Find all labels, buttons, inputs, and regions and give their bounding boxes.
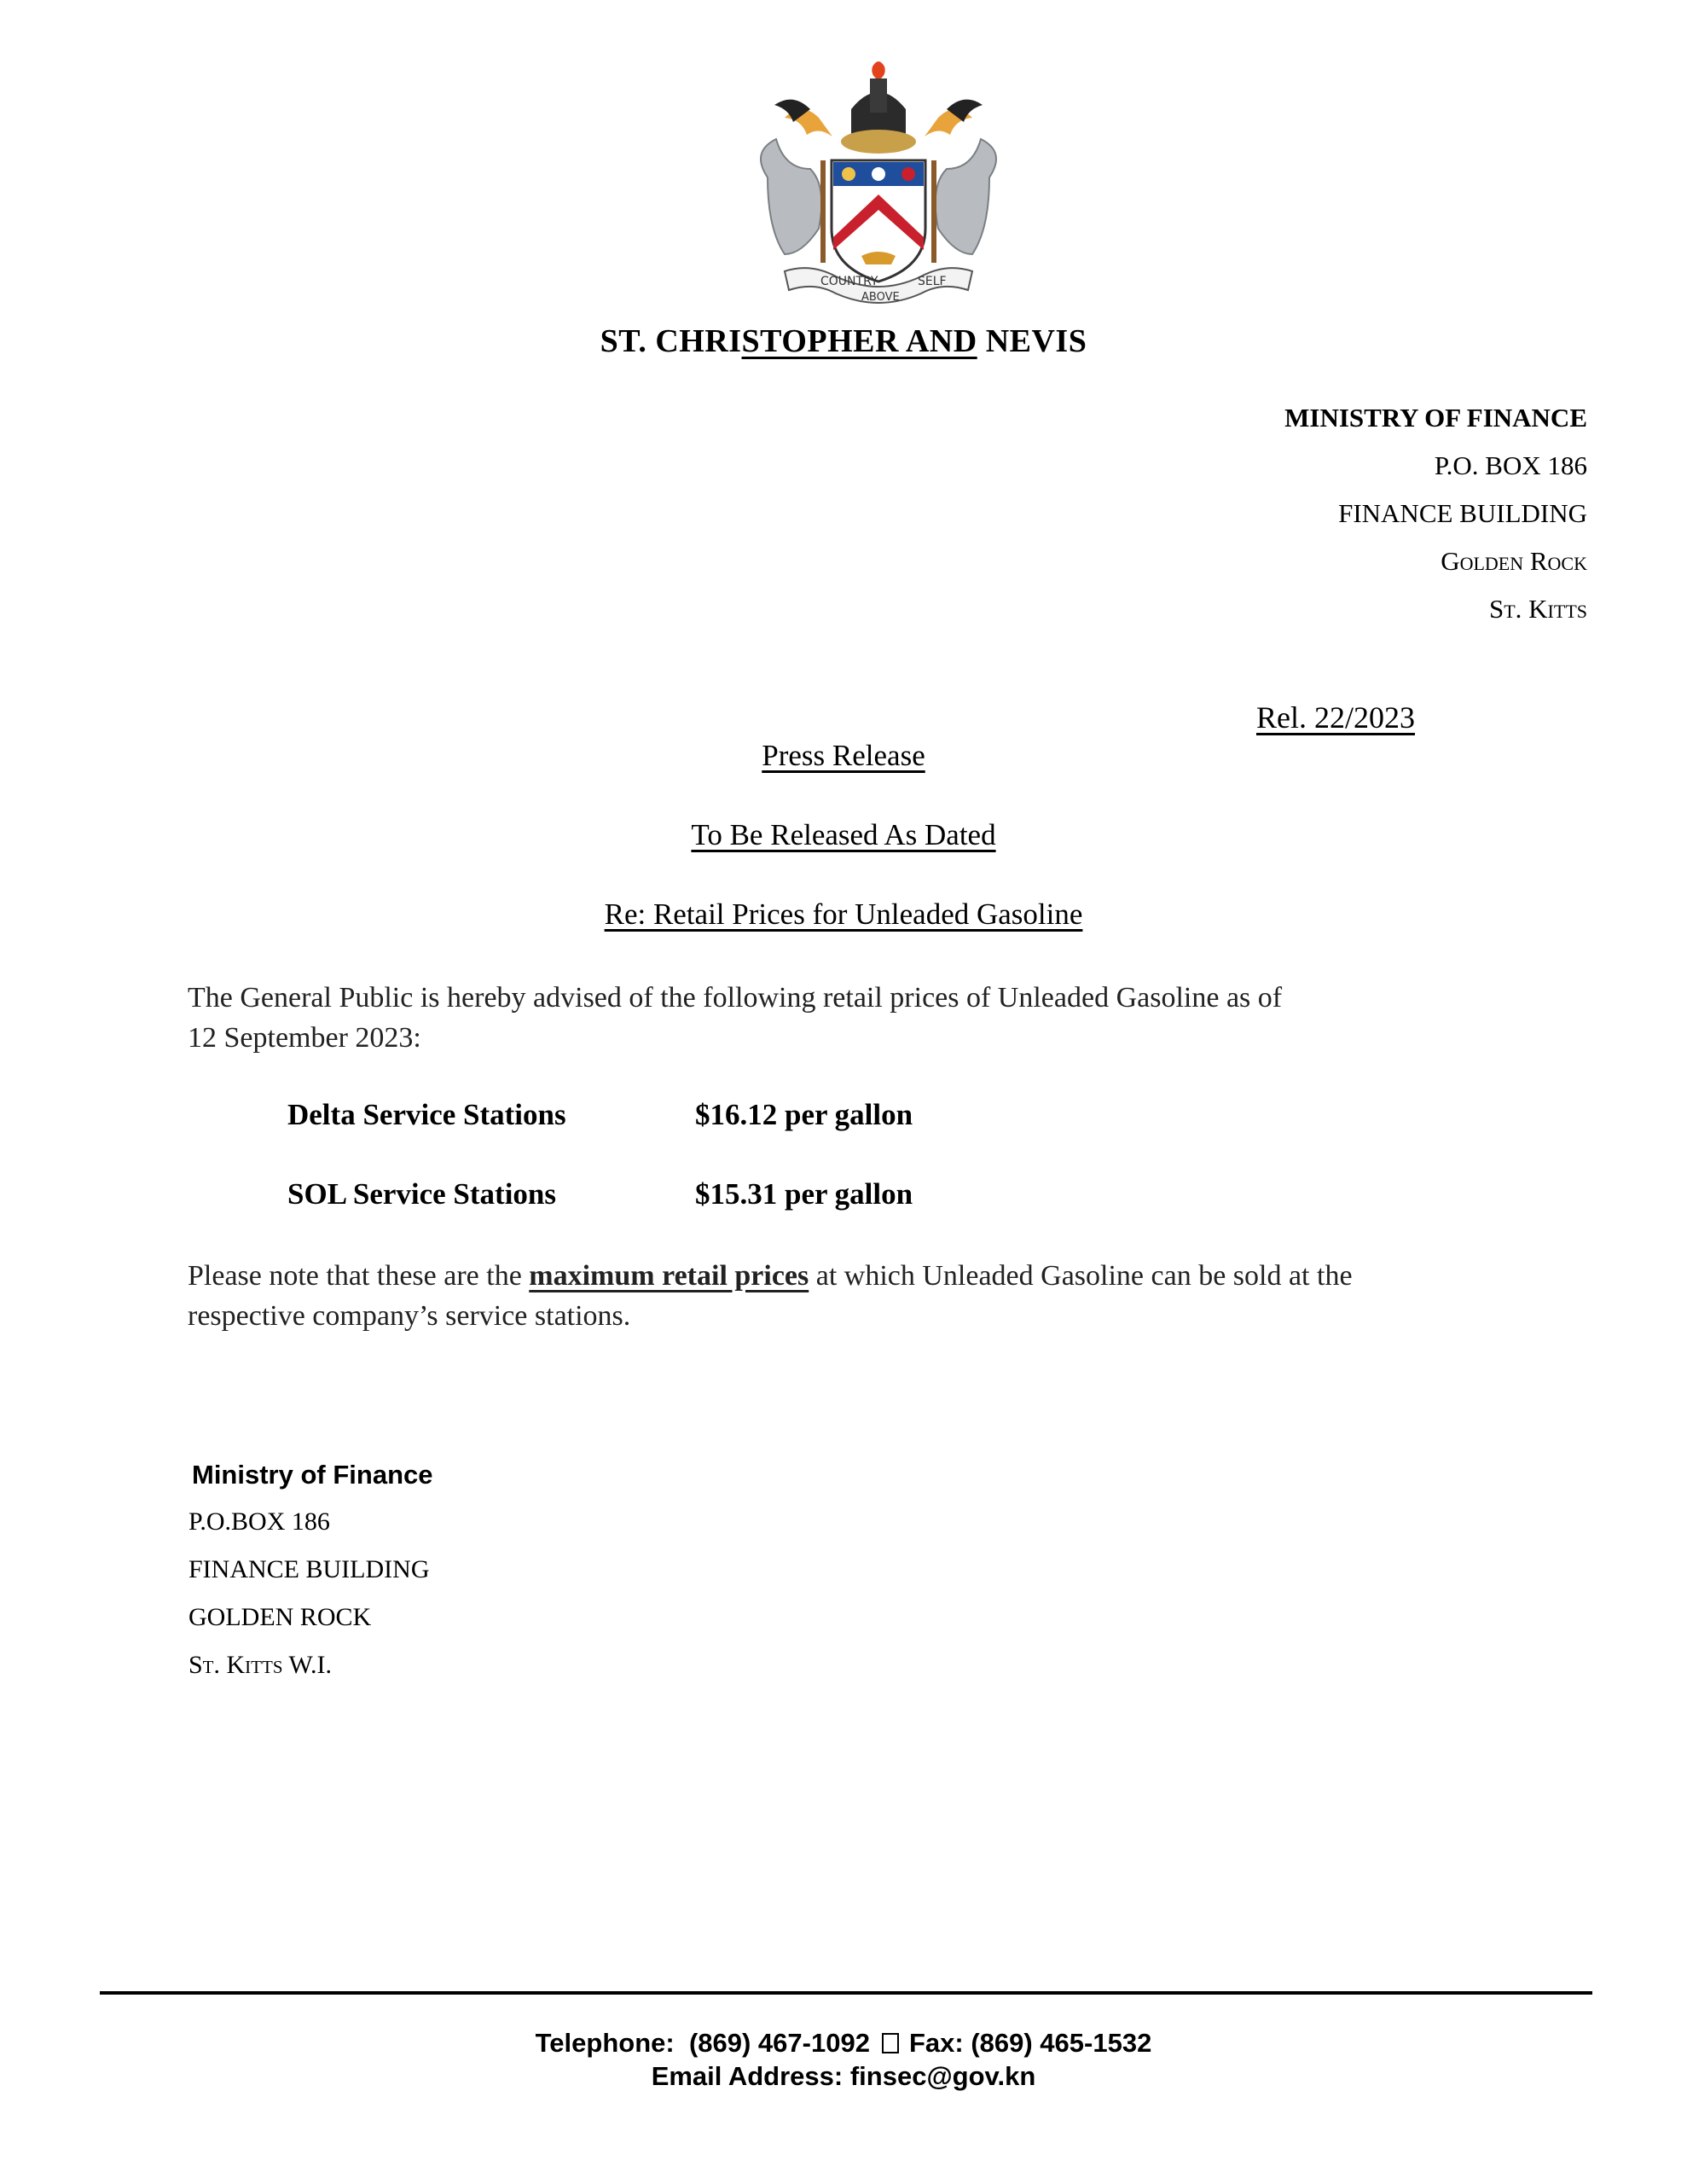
signature-island: St. Kitts W.I. [188,1651,333,1679]
station-price: $15.31 per gallon [695,1177,913,1211]
country-title-underlined: STOPHER AND [741,323,977,359]
footer-contact-line [0,2028,1687,2059]
press-release-heading: Press Release [762,739,925,772]
release-note-heading: To Be Released As Dated [691,818,996,851]
fax-number: (869) 465-1532 [971,2028,1152,2058]
station-name: Delta Service Stations [287,1098,566,1131]
release-reference: Rel. 22/2023 [1256,700,1415,735]
intro-paragraph [188,978,1518,1058]
country-title-part: NEVIS [977,323,1087,359]
station-price: $16.12 per gallon [695,1098,913,1131]
motto-word: COUNTRY [820,275,878,288]
signature-area: GOLDEN ROCK [188,1603,372,1631]
fax-label: Fax: [908,2028,964,2058]
ministry-po-box: P.O. BOX 186 [1434,450,1587,480]
note-emphasis: maximum retail prices [529,1260,809,1292]
note-line [188,1256,1518,1296]
telephone-number: (869) 467-1092 [688,2028,870,2058]
signature-title: Ministry of Finance [192,1460,433,1490]
ministry-area: Golden Rock [1441,546,1587,576]
signature-po-box: P.O.BOX 186 [188,1507,330,1536]
separator-box-icon [882,2033,899,2053]
subject-heading: Re: Retail Prices for Unleaded Gasoline [604,897,1083,931]
ministry-island: St. Kitts [1488,594,1587,624]
country-title [0,322,1687,360]
intro-line: The General Public is hereby advised of the following retail prices of Unleaded Gasoline as of [188,982,1283,1014]
station-name: SOL Service Stations [287,1177,557,1211]
ministry-building: FINANCE BUILDING [1338,498,1587,528]
email-address[interactable]: finsec@gov.kn [849,2061,1036,2091]
coat-of-arms-emblem [751,58,1006,310]
email-label: Email Address: [651,2061,844,2091]
telephone-label: Telephone: [535,2028,675,2058]
country-title-part: ST. CHRI [600,323,742,359]
note-text: at which Unleaded Gasoline can be sold at the [809,1260,1353,1292]
signature-building: FINANCE BUILDING [188,1555,430,1583]
motto-word: SELF [918,275,947,288]
motto-word: ABOVE [861,291,900,304]
note-paragraph [188,1256,1518,1336]
footer-divider [100,1991,1592,1995]
footer-email-line [0,2061,1687,2092]
ministry-name: MINISTRY OF FINANCE [1284,403,1587,433]
note-line: respective company’s service stations. [188,1300,631,1332]
price-row [287,1177,913,1211]
note-text: Please note that these are the [188,1260,530,1292]
price-row [287,1098,913,1132]
intro-line: 12 September 2023: [188,1022,421,1054]
